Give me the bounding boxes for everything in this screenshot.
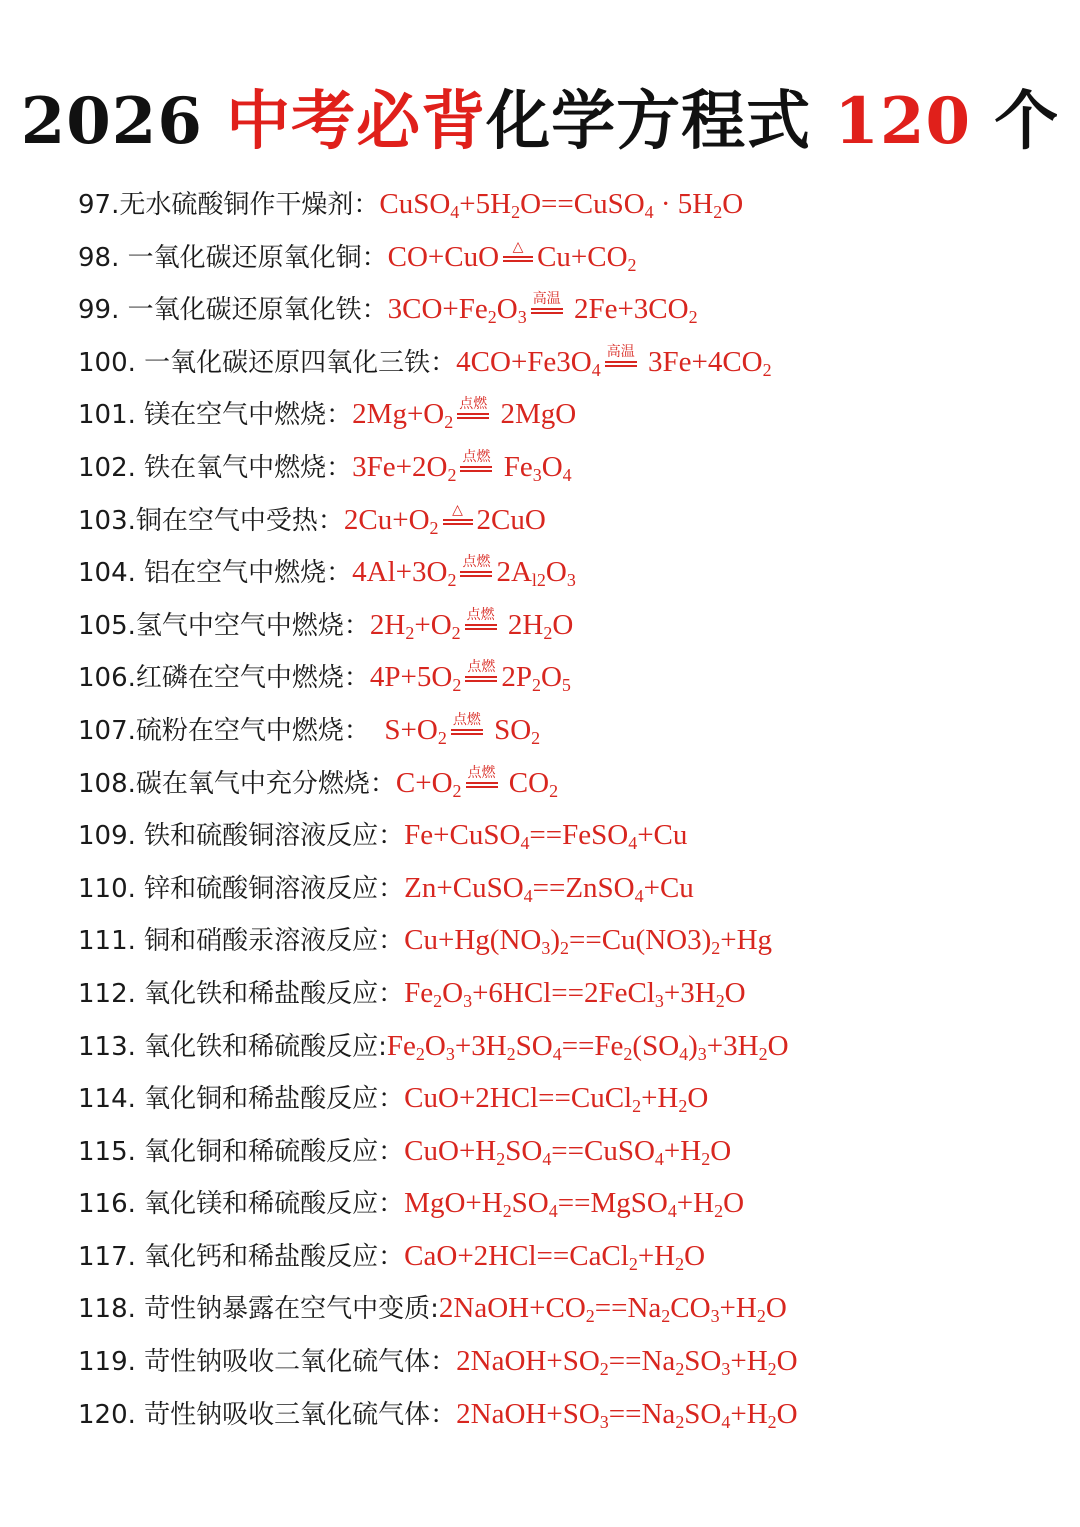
formula-subscript: 2 (560, 938, 569, 959)
equation-number: 116. (78, 1189, 136, 1220)
equation-row (78, 914, 1068, 967)
formula-text: +O (414, 608, 452, 641)
condition-text: 高温 (606, 343, 635, 360)
formula-text: CuO+H (404, 1134, 497, 1167)
formula-text: ==CuSO (551, 1134, 655, 1167)
formula-text: ) (550, 924, 560, 957)
formula-text: 2NaOH+SO (456, 1397, 600, 1430)
title-main: 化学方程式 (486, 84, 812, 159)
equation-label: 一氧化碳还原氧化铜： (119, 242, 388, 273)
formula-text: ==Cu(NO3) (568, 924, 712, 957)
formula-text: Zn+CuSO (404, 871, 524, 904)
equation-label: 苛性钠吸收二氧化硫气体： (135, 1347, 457, 1378)
equation-formula (352, 396, 577, 433)
formula-text: O (765, 1292, 787, 1325)
formula-text: ==Fe (561, 1029, 624, 1062)
equation-formula (343, 501, 546, 538)
formula-text: +H (663, 1134, 702, 1167)
equation-row (78, 388, 1068, 441)
equation-label: 铝在空气中燃烧： (135, 558, 353, 589)
formula-text: O (767, 1029, 789, 1062)
formula-text: CO+CuO (387, 240, 500, 273)
equation-number: 99. (78, 295, 120, 326)
formula-subscript: 4 (628, 833, 638, 854)
formula-subscript: 2 (447, 465, 457, 485)
equation-row (78, 1125, 1068, 1178)
formula-text: CuO+2HCl==CuCl (404, 1082, 633, 1115)
equation-row (78, 283, 1068, 336)
formula-subscript: 2 (531, 727, 541, 748)
equation-row (78, 494, 1068, 547)
formula-text: O (724, 976, 746, 1009)
formula-text: 2H (500, 608, 544, 641)
formula-text: +Hg (720, 924, 773, 957)
equation-row (78, 1388, 1068, 1441)
formula-text: CuSO (379, 188, 451, 220)
formula-text: S+O (369, 713, 438, 746)
condition-text: 点燃 (459, 396, 488, 413)
formula-text: O (776, 1397, 798, 1430)
formula-subscript: 2 (433, 990, 443, 1011)
formula-text: SO (505, 1134, 543, 1167)
formula-subscript: 4 (644, 202, 654, 223)
formula-subscript: 2 (415, 1043, 425, 1064)
formula-subscript: 2 (767, 1411, 777, 1432)
formula-text: CO (501, 766, 550, 799)
formula-text: 2NaOH+CO (438, 1292, 586, 1325)
formula-text: 2H (369, 608, 406, 641)
formula-text: ==FeSO (529, 819, 629, 852)
equation-formula (404, 872, 694, 904)
formula-text: 3Fe+4CO (640, 345, 763, 378)
formula-subscript: 2 (452, 675, 462, 696)
equation-formula (369, 606, 574, 643)
condition-text: 点燃 (462, 554, 491, 571)
condition-double-line (465, 676, 497, 682)
equation-row (78, 178, 1068, 231)
condition-text: 点燃 (467, 659, 496, 676)
formula-text: O (776, 1345, 798, 1378)
equation-number: 114. (78, 1084, 136, 1115)
equation-formula (379, 188, 744, 223)
equation-row (78, 651, 1068, 704)
equation-formula (395, 764, 559, 801)
title-highlight: 中考必背 (226, 84, 487, 159)
title-year: 2026 (20, 84, 203, 159)
formula-subscript: 4 (667, 1201, 677, 1222)
formula-subscript: 2 (506, 1043, 516, 1064)
formula-subscript: 2 (549, 780, 559, 801)
formula-subscript: 2 (496, 1148, 506, 1169)
equation-label: 铜在空气中受热： (135, 505, 344, 536)
formula-text: O (424, 1029, 446, 1062)
formula-text: Cu+CO (537, 240, 628, 273)
formula-text: ==Na (594, 1292, 662, 1325)
formula-text: (SO (632, 1029, 680, 1062)
formula-text: · 5H (653, 188, 714, 220)
formula-subscript: 4 (450, 202, 460, 223)
formula-text: O (722, 188, 744, 220)
formula-subscript: 3 (721, 1359, 731, 1380)
equation-row (78, 757, 1068, 810)
formula-subscript: 3 (541, 938, 551, 959)
condition-text: 点燃 (462, 448, 491, 465)
formula-subscript: 2 (447, 570, 457, 591)
equation-formula (387, 238, 637, 275)
formula-text: ==ZnSO (532, 871, 635, 904)
formula-subscript: 2 (628, 1253, 638, 1274)
formula-subscript: 2 (429, 517, 439, 538)
formula-subscript: 2 (623, 1043, 633, 1064)
formula-text: Fe (496, 450, 533, 483)
equation-number: 119. (78, 1347, 136, 1378)
equation-label: 一氧化碳还原四氧化三铁： (135, 347, 457, 378)
formula-subscript: 3 (654, 990, 664, 1011)
condition-double-line (460, 466, 492, 472)
formula-text: +H (730, 1345, 768, 1378)
formula-text: O (540, 661, 562, 694)
equation-formula (438, 1292, 787, 1327)
formula-subscript: 2 (585, 1306, 595, 1327)
formula-text: +H (719, 1292, 757, 1325)
equation-number: 118. (78, 1294, 136, 1325)
equation-number: 120. (78, 1399, 136, 1430)
equation-formula (456, 1398, 797, 1430)
condition-double-line (460, 571, 492, 577)
formula-text: O (710, 1134, 732, 1167)
formula-subscript: 2 (758, 1043, 768, 1064)
reaction-condition (457, 388, 489, 440)
equation-row (78, 599, 1068, 652)
formula-text: +5H (459, 188, 512, 220)
formula-text: CO (670, 1292, 711, 1325)
formula-text: 2CuO (476, 503, 546, 536)
equation-row (78, 1335, 1068, 1388)
formula-subscript: 2 (711, 938, 721, 959)
formula-text: 2P (501, 661, 532, 694)
equation-label: 镁在空气中燃烧： (135, 400, 353, 431)
formula-subscript: 2 (627, 254, 637, 275)
condition-text: 点燃 (467, 764, 496, 781)
equation-formula (387, 1030, 789, 1062)
equation-formula (404, 1135, 731, 1167)
formula-subscript: 2 (767, 1359, 777, 1380)
equation-list (78, 178, 1068, 1440)
formula-subscript: 4 (523, 885, 533, 906)
formula-subscript: 4 (552, 1043, 562, 1064)
formula-subscript: 2 (487, 307, 497, 328)
equation-row (78, 231, 1068, 284)
formula-subscript: 2 (543, 622, 553, 643)
formula-subscript: 2 (678, 1096, 688, 1117)
equation-label: 红磷在空气中燃烧： (135, 663, 370, 694)
formula-subscript: 4 (721, 1411, 731, 1432)
formula-text: O (442, 976, 464, 1009)
formula-subscript: 4 (679, 1043, 689, 1064)
equation-label: 氧化镁和稀硫酸反应： (135, 1189, 405, 1220)
formula-subscript: 3 (566, 570, 576, 591)
equation-number: 100. (78, 347, 136, 378)
equation-number: 117. (78, 1241, 136, 1272)
formula-subscript: 2 (675, 1359, 685, 1380)
formula-text: +3H (454, 1029, 507, 1062)
reaction-condition (605, 336, 637, 388)
reaction-condition (503, 231, 533, 283)
condition-text: 高温 (532, 291, 561, 308)
formula-text: O (687, 1082, 709, 1115)
equation-number: 109. (78, 821, 136, 852)
equation-number: 98. (78, 242, 120, 273)
equation-label: 氧化铜和稀盐酸反应： (135, 1084, 405, 1115)
formula-text: +H (676, 1187, 715, 1220)
formula-subscript: 2 (511, 202, 521, 223)
formula-text: ==MgSO (557, 1187, 668, 1220)
condition-double-line (466, 782, 498, 788)
equation-number: 106. (78, 663, 136, 694)
title-unit: 个 (994, 84, 1060, 159)
equation-formula (352, 554, 576, 591)
formula-text: O (552, 608, 574, 641)
equation-number: 105. (78, 610, 136, 641)
equation-label: 碳在氧气中充分燃烧： (135, 768, 396, 799)
formula-subscript: 3 (599, 1411, 609, 1432)
formula-subscript: 3 (710, 1306, 720, 1327)
formula-text: O (545, 556, 567, 589)
equation-formula (369, 711, 541, 748)
formula-text: SO (515, 1029, 553, 1062)
formula-text: +Cu (637, 819, 688, 852)
formula-subscript: 4 (548, 1201, 558, 1222)
condition-double-line (457, 413, 489, 419)
equation-number: 107. (78, 715, 136, 746)
formula-text: 2Fe+3CO (566, 293, 689, 326)
reaction-condition (460, 441, 492, 493)
formula-text: 4CO+Fe3O (456, 345, 592, 378)
equation-row (78, 862, 1068, 915)
equation-row (78, 809, 1068, 862)
formula-subscript: 4 (520, 833, 530, 854)
condition-text: 点燃 (466, 606, 495, 623)
reaction-condition (451, 704, 483, 756)
formula-text: 2A (496, 556, 532, 589)
equation-label: 锌和硫酸铜溶液反应： (135, 873, 405, 904)
equation-label: 氧化钙和稀盐酸反应： (135, 1241, 405, 1272)
formula-text: ) (688, 1029, 698, 1062)
reaction-condition (460, 546, 492, 598)
formula-subscript: 2 (688, 307, 698, 328)
equation-formula (387, 291, 698, 328)
formula-subscript: l2 (531, 570, 546, 591)
formula-text: +H (730, 1397, 768, 1430)
formula-subscript: 2 (452, 780, 462, 801)
equation-label: 氧化铁和稀硫酸反应: (135, 1031, 387, 1062)
equation-label: 一氧化碳还原氧化铁： (119, 295, 388, 326)
formula-text: SO (511, 1187, 549, 1220)
equation-number: 101. (78, 400, 136, 431)
equation-number: 115. (78, 1136, 136, 1167)
formula-text: CaO+2HCl==CaCl (404, 1239, 629, 1272)
formula-subscript: 2 (713, 202, 723, 223)
equation-row (78, 1177, 1068, 1230)
formula-subscript: 3 (697, 1043, 707, 1064)
equation-number: 110. (78, 873, 136, 904)
formula-subscript: 2 (661, 1306, 671, 1327)
condition-text: △ (512, 238, 524, 255)
reaction-condition (465, 651, 497, 703)
formula-subscript: 2 (715, 990, 725, 1011)
equation-label: 苛性钠吸收三氧化硫气体： (135, 1399, 457, 1430)
formula-text: O==CuSO (520, 188, 645, 220)
equation-formula (404, 1082, 709, 1117)
equation-formula (404, 819, 688, 854)
equation-row (78, 1230, 1068, 1283)
formula-text: 4P+5O (369, 661, 453, 694)
formula-text: +3H (706, 1029, 759, 1062)
equation-label: 铁在氧气中燃烧： (135, 452, 353, 483)
equation-row (78, 441, 1068, 494)
formula-text: +6HCl==2FeCl (472, 976, 655, 1009)
formula-text: O (541, 450, 563, 483)
equation-label: 氢气中空气中燃烧： (135, 610, 370, 641)
formula-subscript: 5 (561, 675, 571, 696)
condition-double-line (443, 519, 473, 525)
formula-subscript: 2 (762, 359, 772, 380)
equation-formula (404, 977, 745, 1009)
equation-row (78, 546, 1068, 599)
formula-subscript: 2 (502, 1201, 512, 1222)
formula-text: O (496, 293, 518, 326)
equation-row (78, 1282, 1068, 1335)
condition-double-line (503, 256, 533, 262)
condition-double-line (605, 361, 637, 367)
formula-subscript: 4 (654, 1148, 664, 1169)
formula-subscript: 2 (714, 1201, 724, 1222)
equation-number: 112. (78, 978, 136, 1009)
equation-formula (456, 343, 772, 380)
formula-text: 4Al+3O (352, 556, 448, 589)
equation-formula (404, 924, 773, 959)
condition-text: 点燃 (452, 711, 481, 728)
equation-number: 113. (78, 1031, 136, 1062)
page-title (0, 80, 1080, 164)
equation-label: 氧化铜和稀硫酸反应： (135, 1136, 405, 1167)
equation-label: 硫粉在空气中燃烧： (135, 715, 370, 746)
formula-subscript: 2 (675, 1411, 685, 1432)
equation-number: 102. (78, 452, 136, 483)
formula-text: ==Na (608, 1345, 676, 1378)
formula-subscript: 2 (675, 1253, 685, 1274)
formula-subscript: 3 (517, 307, 527, 328)
title-count: 120 (834, 84, 971, 159)
equation-label: 氧化铁和稀盐酸反应： (135, 978, 405, 1009)
formula-subscript: 2 (701, 1148, 711, 1169)
formula-text: C+O (395, 766, 453, 799)
formula-subscript: 3 (445, 1043, 455, 1064)
formula-text: Cu+Hg(NO (404, 924, 542, 957)
formula-text: SO (684, 1345, 722, 1378)
equation-label: 无水硫酸铜作干燥剂： (119, 190, 380, 220)
formula-subscript: 2 (444, 412, 454, 433)
condition-double-line (465, 624, 497, 630)
formula-text: O (723, 1187, 745, 1220)
formula-text: SO (684, 1397, 722, 1430)
formula-subscript: 4 (634, 885, 644, 906)
formula-text: Fe (386, 1029, 416, 1062)
equation-formula (456, 1345, 798, 1380)
formula-text: +H (641, 1082, 679, 1115)
formula-text: Fe (404, 976, 434, 1009)
formula-text: Fe+CuSO (404, 819, 521, 852)
formula-subscript: 2 (437, 727, 447, 748)
equation-row (78, 336, 1068, 389)
condition-text: △ (452, 501, 463, 518)
formula-text: +3H (663, 976, 716, 1009)
formula-text: MgO+H (404, 1187, 503, 1220)
equation-row (78, 704, 1068, 757)
equation-label: 铜和硝酸汞溶液反应： (135, 926, 405, 957)
equation-label: 苛性钠暴露在空气中变质: (135, 1294, 439, 1325)
formula-text: ==Na (608, 1397, 676, 1430)
reaction-condition (531, 283, 563, 335)
formula-subscript: 2 (451, 622, 461, 643)
equation-number: 104. (78, 558, 136, 589)
condition-double-line (531, 308, 563, 314)
equation-number: 103. (78, 505, 136, 536)
formula-text: +H (637, 1239, 676, 1272)
condition-double-line (451, 729, 483, 735)
reaction-condition (465, 599, 497, 651)
formula-text: 2Cu+O (343, 503, 430, 536)
formula-text: 2NaOH+SO (456, 1345, 600, 1378)
reaction-condition (466, 757, 498, 809)
equation-row (78, 1072, 1068, 1125)
formula-text: O (684, 1239, 706, 1272)
equation-formula (352, 448, 572, 485)
formula-text: SO (486, 713, 532, 746)
formula-text: +Cu (643, 871, 694, 904)
equation-row (78, 1020, 1068, 1073)
equation-row (78, 967, 1068, 1020)
formula-subscript: 2 (632, 1096, 642, 1117)
formula-text: 3CO+Fe (387, 293, 488, 326)
formula-subscript: 3 (463, 990, 473, 1011)
formula-text: 3Fe+2O (352, 450, 448, 483)
equation-number: 111. (78, 926, 136, 957)
formula-subscript: 3 (532, 465, 542, 485)
formula-subscript: 2 (531, 675, 541, 696)
formula-subscript: 2 (599, 1359, 609, 1380)
formula-subscript: 4 (562, 465, 572, 485)
equation-formula (369, 659, 571, 696)
equation-label: 铁和硫酸铜溶液反应： (135, 821, 405, 852)
equation-formula (404, 1240, 705, 1272)
formula-subscript: 2 (756, 1306, 766, 1327)
formula-subscript: 4 (542, 1148, 552, 1169)
formula-subscript: 4 (591, 359, 601, 380)
reaction-condition (443, 494, 473, 546)
equation-formula (404, 1187, 745, 1222)
formula-text: 2Mg+O (352, 398, 445, 431)
formula-text: 2MgO (493, 398, 577, 431)
formula-subscript: 2 (405, 622, 415, 643)
equation-number: 108. (78, 768, 136, 799)
equation-number: 97. (78, 190, 120, 220)
